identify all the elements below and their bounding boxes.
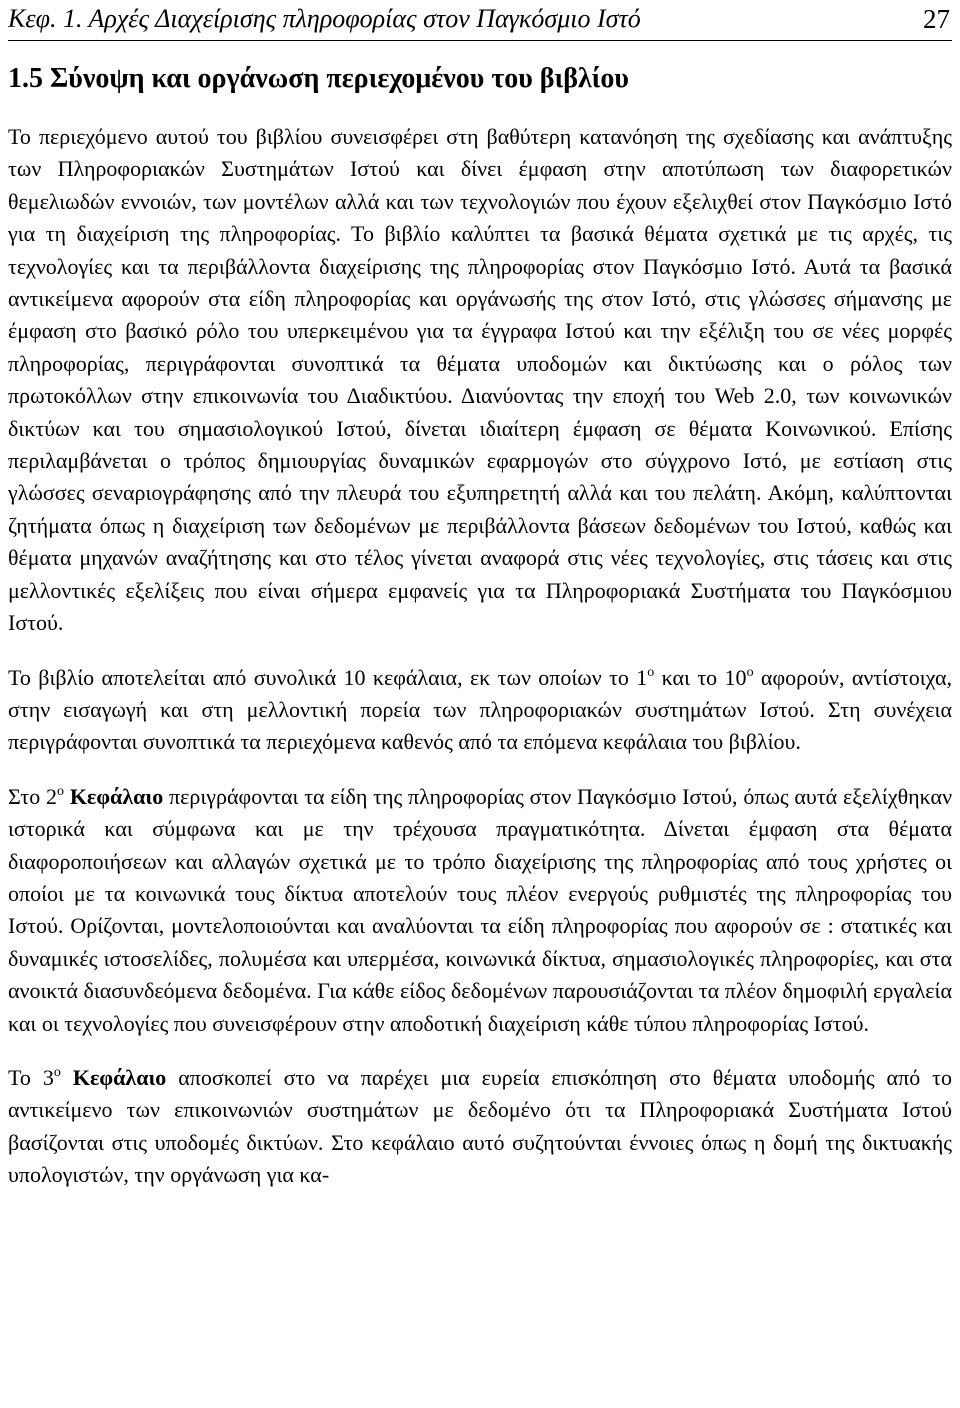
section-heading: 1.5 Σύνοψη και οργάνωση περιεχομένου του βιβλίου xyxy=(8,63,629,94)
chapter-2-ordinal: ο xyxy=(57,783,65,799)
chapter-2-lead: Στο 2 xyxy=(8,783,58,809)
chapter-2-paragraph xyxy=(8,781,952,1040)
chapter-3-lead: Το 3 xyxy=(8,1064,54,1090)
structure-text-c: αφορούν, αντίστοιχα, στην εισαγωγή και στη μελλοντική πορεία των πληροφοριακών συστημάτων Ιστού. Στη συνέχεια περιγράφονται συνοπτικά τα περιεχόμενα καθενός από τα επόμενα κεφάλαια του βιβλίου. xyxy=(8,664,952,755)
intro-paragraph: Το περιεχόμενο αυτού του βιβλίου συνεισφέρει στη βαθύτερη κατανόηση της σχεδίασης και ανάπτυξης των Πληροφοριακών Συστημάτων Ιστού και δίνει έμφαση στην αποτύπωση των διαφορετικών θεμελιωδών εννοιών, των μοντέλων αλλά και των τεχνολογιών που έχουν εξελιχθεί στον Παγκόσμιο Ιστό για τη διαχείριση της πληροφορίας. Το βιβλίο καλύπτει τα βασικά θέματα σχετικά με τις αρχές, τις τεχνολογίες και τα περιβάλλοντα διαχείρισης της πληροφορίας στον Παγκόσμιο Ιστό. Αυτά τα βασικά αντικείμενα αφορούν στα είδη πληροφορίας και οργάνωσής της στον Ιστό, στις γλώσσες σήμανσης με έμφαση στο βασικό ρόλο του υπερκειμένου για τα έγγραφα Ιστού και την εξέλιξη του σε νέες μορφές πληροφορίας, περιγράφονται συνοπτικά τα θέματα υποδομών και δικτύωσης και ο ρόλος των πρωτοκόλλων στην επικοινωνία του Διαδικτύου. Διανύοντας την εποχή του Web 2.0, των κοινωνικών δικτύων και του σημασιολογικού Ιστού, δίνεται ιδιαίτερη έμφαση σε θέματα Κοινωνικού. Επίσης περιλαμβάνεται ο τρόπος δημιουργίας δυναμικών εφαρμογών στο σύγχρονο Ιστό, με εστίαση στις γλώσσες σεναριογράφησης από την πλευρά του εξυπηρετητή αλλά και του πελάτη. Ακόμη, καλύπτονται ζητήματα όπως η διαχείριση των δεδομένων με περιβάλλοντα βάσεων δεδομένων του Ιστού, καθώς και θέματα μηχανών αναζήτησης και στο τέλος γίνεται αναφορά στις νέες τεχνολογίες, στις τάσεις και στις μελλοντικές εξελίξεις που είναι σήμερα εμφανείς για τα Πληροφοριακά Συστήματα του Παγκόσμιου Ιστού. xyxy=(8,124,952,636)
chapter-3-label: Κεφάλαιο xyxy=(72,1064,167,1090)
chapter-3-text: αποσκοπεί στο να παρέχει μια ευρεία επισκόπηση στο θέματα υποδομής από το αντικείμενο των επικοινωνιών συστημάτων με δεδομένο ότι τα Πληροφοριακά Συστήματα Ιστού βασίζονται στις υποδομές δικτύων. Στο κεφάλαιο αυτό συζητούνται έννοιες όπως η δομή της δικτυακής υπολογιστών, την οργάνωση για κα- xyxy=(8,1064,952,1188)
running-header xyxy=(8,0,952,41)
chapter-2-text: περιγράφονται τα είδη της πληροφορίας στον Παγκόσμιο Ιστού, όπως αυτά εξελίχθηκαν ιστορικά και σύμφωνα και με την τρέχουσα πραγματικότητα. Δίνεται έμφαση στα θέματα διαφοροποιήσεων και αλλαγών σχετικά με το τρόπο διαχείρισης της πληροφορίας από τους χρήστες οι οποίοι με τα κοινωνικά τους δίκτυα αποτελούν τους πλέον ενεργούς ρυθμιστές της πληροφορίας του Ιστού. Ορίζονται, μοντελοποιούνται και αναλύονται τα είδη πληροφορίας που αφορούν σε : στατικές και δυναμικές ιστοσελίδες, πολυμέσα και υπερμέσα, κοινωνικά δίκτυα, σημασιολογικές πληροφορίες, και στα ανοικτά διασυνδεόμενα δεδομένα. Για κάθε είδος δεδομένων παρουσιάζονται τα πλέον δημοφιλή εργαλεία και οι τεχνολογίες που συνεισφέρουν στην αποδοτική διαχείριση κάθε τύπου πληροφορίας Ιστού. xyxy=(8,783,952,1036)
structure-text-b: και το 10 xyxy=(654,664,747,690)
document-page xyxy=(8,0,952,1408)
page-number: 27 xyxy=(923,4,950,34)
structure-text-a: Το βιβλίο αποτελείται από συνολικά 10 κεφάλαια, εκ των οποίων το 1 xyxy=(8,664,648,690)
chapter-3-paragraph xyxy=(8,1062,952,1192)
chapter-2-label: Κεφάλαιο xyxy=(69,783,164,809)
structure-paragraph xyxy=(8,662,952,759)
chapter-title: Κεφ. 1. Αρχές Διαχείρισης πληροφορίας στον Παγκόσμιο Ιστό xyxy=(8,4,641,33)
ordinal-sup-1: ο xyxy=(647,664,655,680)
chapter-3-ordinal: ο xyxy=(53,1064,61,1080)
ordinal-sup-10: ο xyxy=(746,664,754,680)
